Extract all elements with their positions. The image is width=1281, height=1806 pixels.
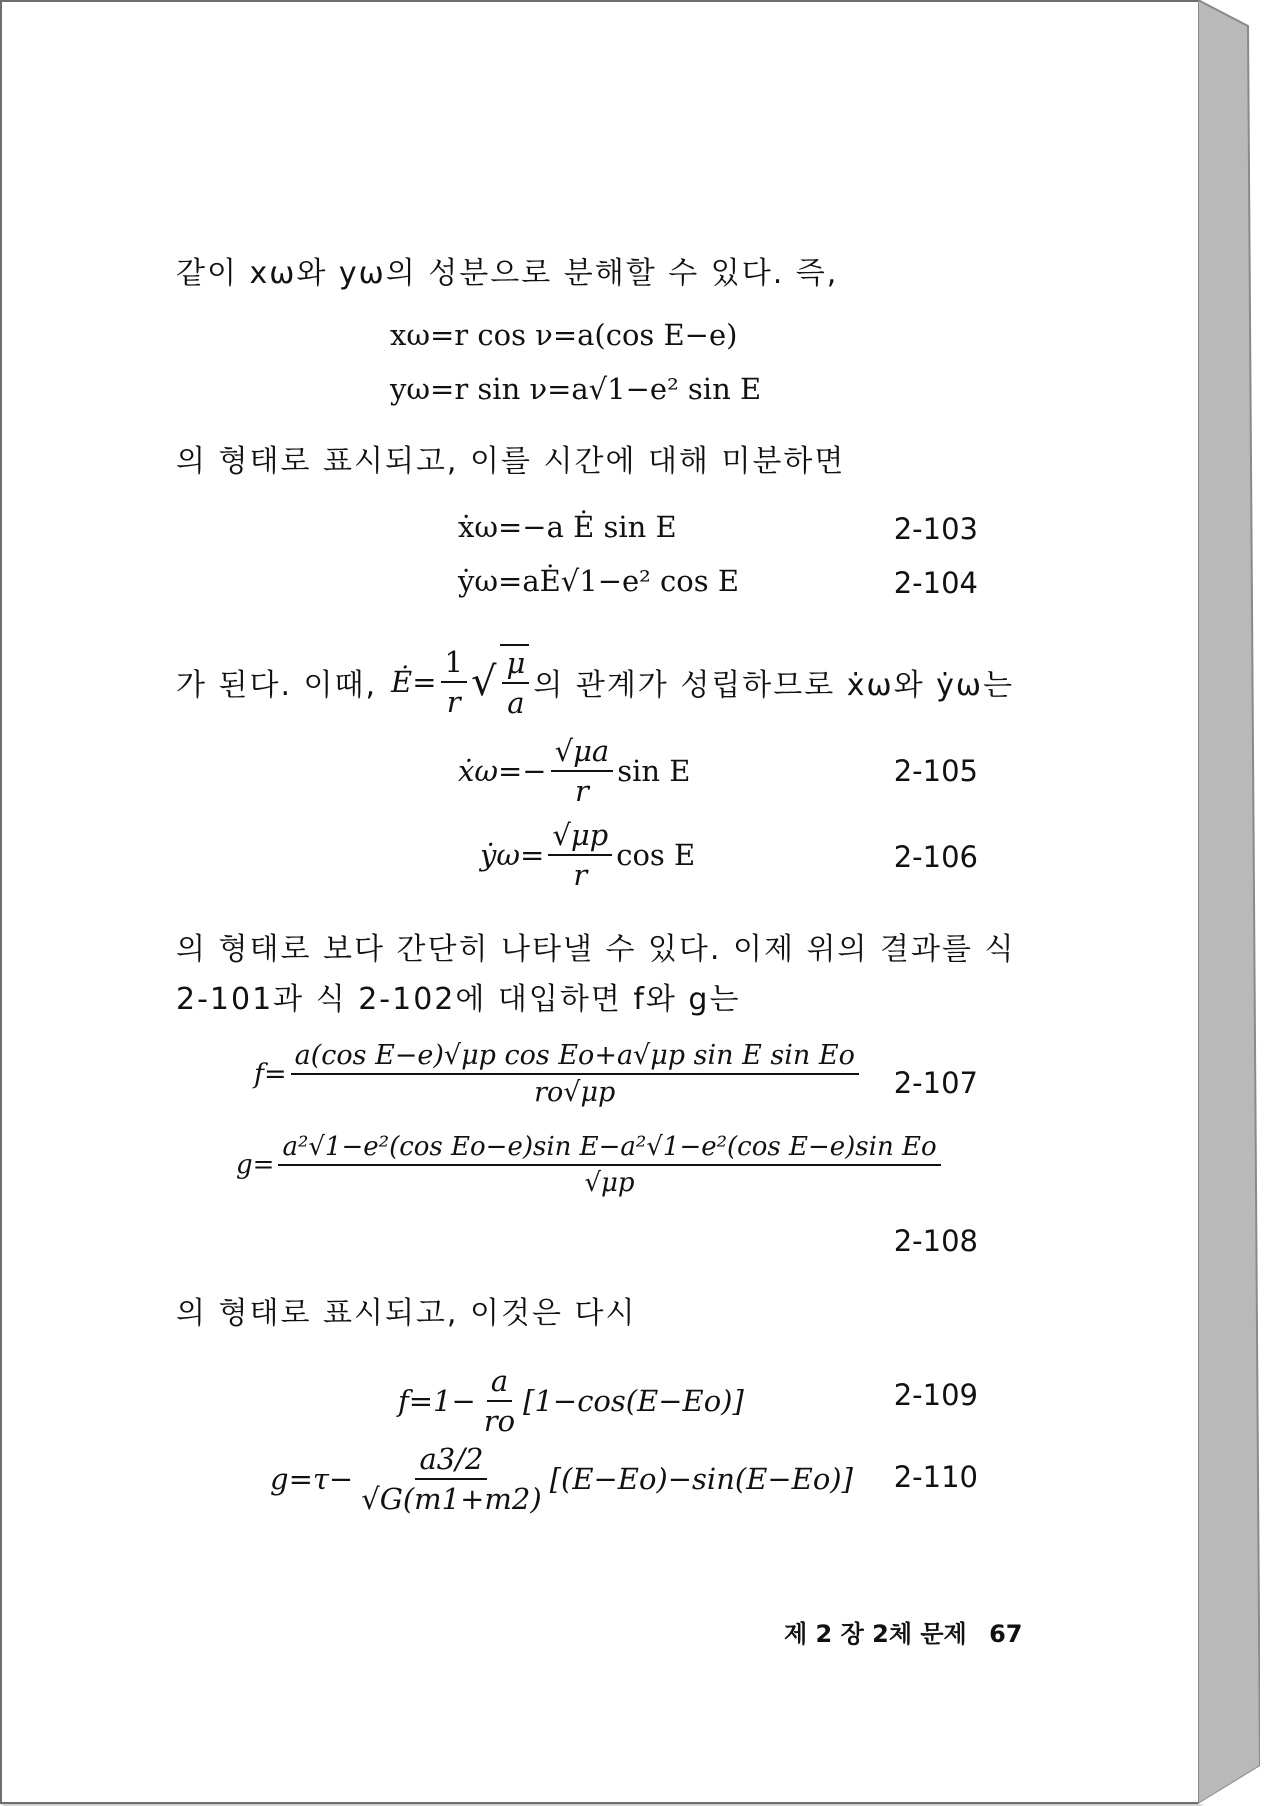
equation-x-omega: xω=r cos ν=a(cos E−e): [390, 318, 738, 352]
paragraph-2: 의 형태로 표시되고, 이를 시간에 대해 미분하면: [176, 444, 846, 479]
equation-2-106-rhs: cos E: [616, 838, 696, 872]
equation-2-109-numerator: a: [487, 1364, 512, 1402]
equation-number-2-109: 2-109: [893, 1378, 978, 1412]
equation-2-107-lhs: f=: [254, 1058, 287, 1090]
paragraph-4-line-2: 2-101과 식 2-102에 대입하면 f와 g는: [176, 982, 741, 1017]
equation-2-108: [236, 1132, 945, 1198]
equation-2-105-rhs: sin E: [617, 754, 691, 788]
equation-number-2-104: 2-104: [893, 566, 978, 600]
equation-number-2-107: 2-107: [893, 1066, 978, 1100]
page-footer: [784, 1614, 1023, 1649]
equation-2-105-numerator: √μa: [551, 734, 614, 772]
equation-2-108-denominator: √μp: [584, 1168, 635, 1198]
equation-2-107-denominator: ro√μp: [534, 1077, 616, 1108]
paragraph-4-line-1: 의 형태로 보다 간단히 나타낼 수 있다. 이제 위의 결과를 식: [176, 932, 1016, 967]
equation-2-105-denominator: r: [574, 774, 589, 808]
equation-2-109: [398, 1364, 744, 1438]
equation-number-2-106: 2-106: [893, 840, 978, 874]
equation-2-110: [270, 1442, 853, 1516]
equation-2-106-lhs: ẏω=: [480, 838, 545, 872]
e-dot-fraction-1: $\frac{1}{r}$: [441, 645, 467, 719]
equation-2-103: ẋω=−a Ė sin E: [458, 510, 677, 544]
equation-y-omega: yω=r sin ν=a√1−e² sin E: [390, 372, 762, 406]
equation-number-2-110: 2-110: [893, 1460, 978, 1494]
equation-2-109-lhs: f=1−: [398, 1384, 476, 1418]
equation-2-110-numerator: a3/2: [415, 1442, 487, 1480]
equation-2-106-fraction: [548, 818, 612, 892]
equation-2-104: ẏω=aĖ√1−e² cos E: [458, 564, 739, 598]
paragraph-5: 의 형태로 표시되고, 이것은 다시: [176, 1296, 637, 1331]
paragraph-3-start: 가 된다. 이때,: [176, 668, 378, 703]
equation-number-2-105: 2-105: [893, 754, 978, 788]
equation-2-106-denominator: r: [573, 858, 588, 892]
equation-2-108-lhs: g=: [236, 1150, 275, 1180]
equation-number-2-108: 2-108: [893, 1224, 978, 1258]
equation-2-109-rhs: [1−cos(E−Eo)]: [523, 1384, 744, 1418]
equation-2-105-fraction: [551, 734, 614, 808]
equation-2-108-numerator: a²√1−e²(cos Eo−e)sin E−a²√1−e²(cos E−e)sin Eo: [278, 1132, 940, 1166]
equation-2-108-fraction: [278, 1132, 940, 1198]
inline-equation-e-dot: Ė= $\frac{1}{r}$ √ $\frac{\mu}{a}$: [391, 644, 533, 720]
page-number: 67: [989, 1620, 1023, 1648]
e-dot-fraction-2: $\frac{\mu}{a}$: [500, 644, 529, 720]
equation-2-109-fraction: [480, 1364, 519, 1438]
page-stack-edge: [1198, 0, 1260, 1804]
equation-2-110-rhs: [(E−Eo)−sin(E−Eo)]: [549, 1462, 853, 1496]
equation-2-110-lhs: g=τ−: [270, 1462, 354, 1496]
equation-2-106-numerator: √μp: [548, 818, 612, 856]
equation-number-2-103: 2-103: [893, 512, 978, 546]
paragraph-1: 같이 xω와 yω의 성분으로 분해할 수 있다. 즉,: [176, 256, 839, 291]
e-dot-lhs: Ė=: [391, 665, 437, 699]
equation-2-107-fraction: [291, 1040, 859, 1108]
equation-2-110-fraction: [357, 1442, 545, 1516]
paragraph-3: [176, 644, 1014, 720]
equation-2-107-numerator: a(cos E−e)√μp cos Eo+a√μp sin E sin Eo: [291, 1040, 859, 1075]
equation-2-105: [458, 734, 690, 808]
paragraph-3-end: 의 관계가 성립하므로 ẋω와 ẏω는: [533, 668, 1015, 703]
equation-2-110-denominator: √G(m1+m2): [361, 1482, 542, 1516]
equation-2-106: [480, 818, 695, 892]
footer-chapter: 제 2 장 2체 문제: [784, 1620, 967, 1648]
equation-2-105-lhs: ẋω=−: [458, 754, 547, 788]
equation-2-109-denominator: ro: [483, 1404, 516, 1438]
equation-2-107: [254, 1040, 863, 1108]
